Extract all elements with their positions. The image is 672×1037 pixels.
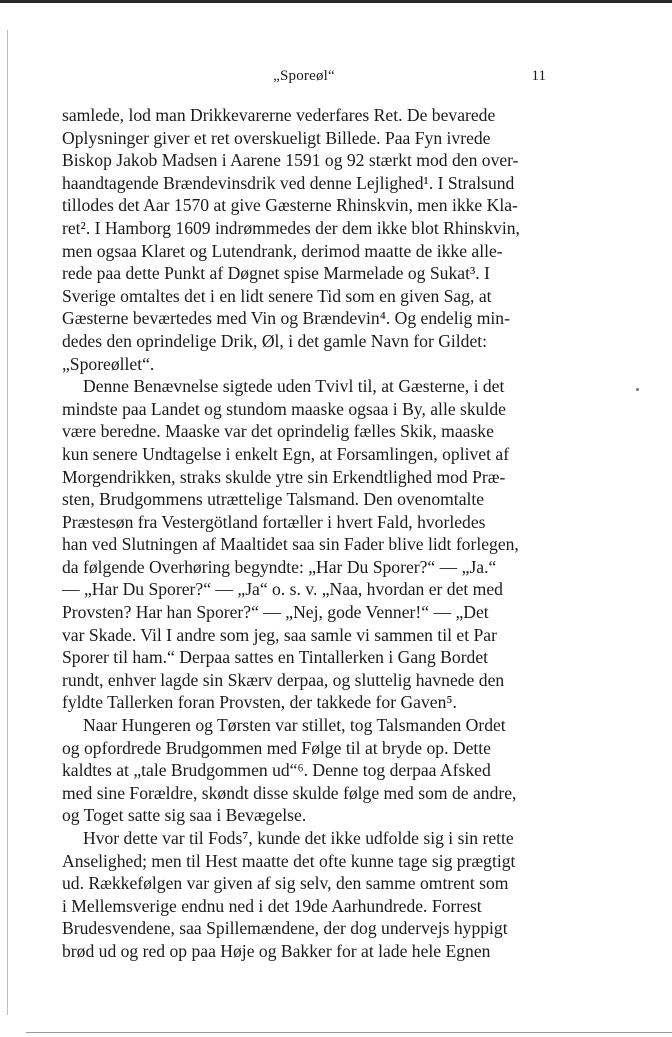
text-line: fyldte Tallerken foran Provsten, der takkede for Gaven⁵. xyxy=(62,692,457,713)
text-line: Anselighed; men til Hest maatte det ofte kunne tage sig prægtigt xyxy=(62,850,516,871)
text-line: Morgendrikken, straks skulde ytre sin Erkendtlighed mod Præ- xyxy=(62,466,506,487)
text-line: dedes den oprindelige Drik, Øl, i det gamle Navn for Gildet: xyxy=(62,330,488,351)
text-line: ret². I Hamborg 1609 indrømmedes der dem ikke blot Rhinskvin, xyxy=(62,217,520,238)
text-line: rundt, enhver lagde sin Skærv derpaa, og sluttelig havnede den xyxy=(62,669,505,690)
text-line: kun senere Undtagelse i enkelt Egn, at Forsamlingen, oplivet af xyxy=(62,443,510,464)
running-title: „Sporeøl“ xyxy=(273,68,335,84)
text-line: og opfordrede Brudgommen med Følge til at bryde op. Dette xyxy=(62,737,491,758)
text-line: haandtagende Brændevinsdrik ved denne Lejlighed¹. I Stralsund xyxy=(62,172,515,193)
text-line: „Sporeøllet“. xyxy=(62,353,155,374)
paragraph-1 xyxy=(62,104,546,375)
text-line: brød ud og red op paa Høje og Bakker for at lade hele Egnen xyxy=(62,940,491,961)
text-line: Biskop Jakob Madsen i Aarene 1591 og 92 stærkt mod den over- xyxy=(62,150,519,171)
text-line: samlede, lod man Drikkevarerne vederfares Ret. De bevarede xyxy=(62,105,496,125)
text-line: Sverige omtaltes det i en lidt senere Tid som en given Sag, at xyxy=(62,285,492,306)
text-line: ud. Rækkefølgen var given af sig selv, den samme omtrent som xyxy=(62,873,509,894)
text-line: Præstesøn fra Vestergötland fortæller i hvert Fald, hvorledes xyxy=(62,511,486,532)
text-line: mindste paa Landet og stundom maaske ogsaa i By, alle skulde xyxy=(62,398,506,419)
text-line: han ved Slutningen af Maaltidet saa sin Fader blive lidt forlegen, xyxy=(62,534,519,555)
text-line: Oplysninger giver et ret overskueligt Billede. Paa Fyn ivrede xyxy=(62,127,491,148)
page-top-edge xyxy=(0,0,672,3)
paragraph-3 xyxy=(62,714,546,827)
text-line: med sine Forældre, skøndt disse skulde følge med som de andre, xyxy=(62,782,517,803)
text-line: Sporer til ham.“ Derpaa sattes en Tintallerken i Gang Bordet xyxy=(62,647,489,668)
text-line: kaldtes at „tale Brudgommen ud“⁶. Denne tog derpaa Afsked xyxy=(62,760,491,781)
text-line: men ogsaa Klaret og Lutendrank, derimod maatte de ikke alle- xyxy=(62,240,503,261)
text-line: tillodes det Aar 1570 at give Gæsterne Rhinskvin, men ikke Kla- xyxy=(62,195,518,216)
text-line: var Skade. Vil I andre som jeg, saa samle vi sammen til et Par xyxy=(62,624,497,645)
text-line: Brudesvendene, saa Spillemændene, der dog undervejs hyppigt xyxy=(62,918,508,939)
text-line: da følgende Overhøring begyndte: „Har Du Sporer?“ — „Ja.“ xyxy=(62,556,497,577)
page-bottom-edge xyxy=(26,1032,672,1033)
paragraph-2 xyxy=(62,375,546,714)
page-header xyxy=(62,68,546,90)
body-text xyxy=(62,104,546,963)
page-number: 11 xyxy=(531,68,546,84)
page-left-edge xyxy=(7,30,8,1015)
text-line: Gæsterne beværtedes med Vin og Brændevin⁴. Og endelig min- xyxy=(62,308,510,329)
speck-mark xyxy=(636,388,639,391)
text-line: Denne Benævnelse sigtede uden Tvivl til, at Gæsterne, i det xyxy=(83,376,505,397)
text-line: Naar Hungeren og Tørsten var stillet, tog Talsmanden Ordet xyxy=(83,715,506,736)
text-line: sten, Brudgommens utrættelige Talsmand. Den ovenomtalte xyxy=(62,489,485,510)
text-line: Hvor dette var til Fods⁷, kunde det ikke udfolde sig i sin rette xyxy=(83,828,514,848)
text-line: — „Har Du Sporer?“ — „Ja“ o. s. v. „Naa, hvordan er det med xyxy=(62,579,503,600)
text-line: og Toget satte sig saa i Bevægelse. xyxy=(62,805,307,826)
paragraph-4 xyxy=(62,827,546,963)
text-line: rede paa dette Punkt af Døgnet spise Marmelade og Sukat³. I xyxy=(62,263,490,284)
text-line: Provsten? Har han Sporer?“ — „Nej, gode Venner!“ — „Det xyxy=(62,602,489,623)
text-line: i Mellemsverige endnu ned i det 19de Aarhundrede. Forrest xyxy=(62,895,482,916)
text-line: være beredne. Maaske var det oprindelig fælles Skik, maaske xyxy=(62,421,494,442)
